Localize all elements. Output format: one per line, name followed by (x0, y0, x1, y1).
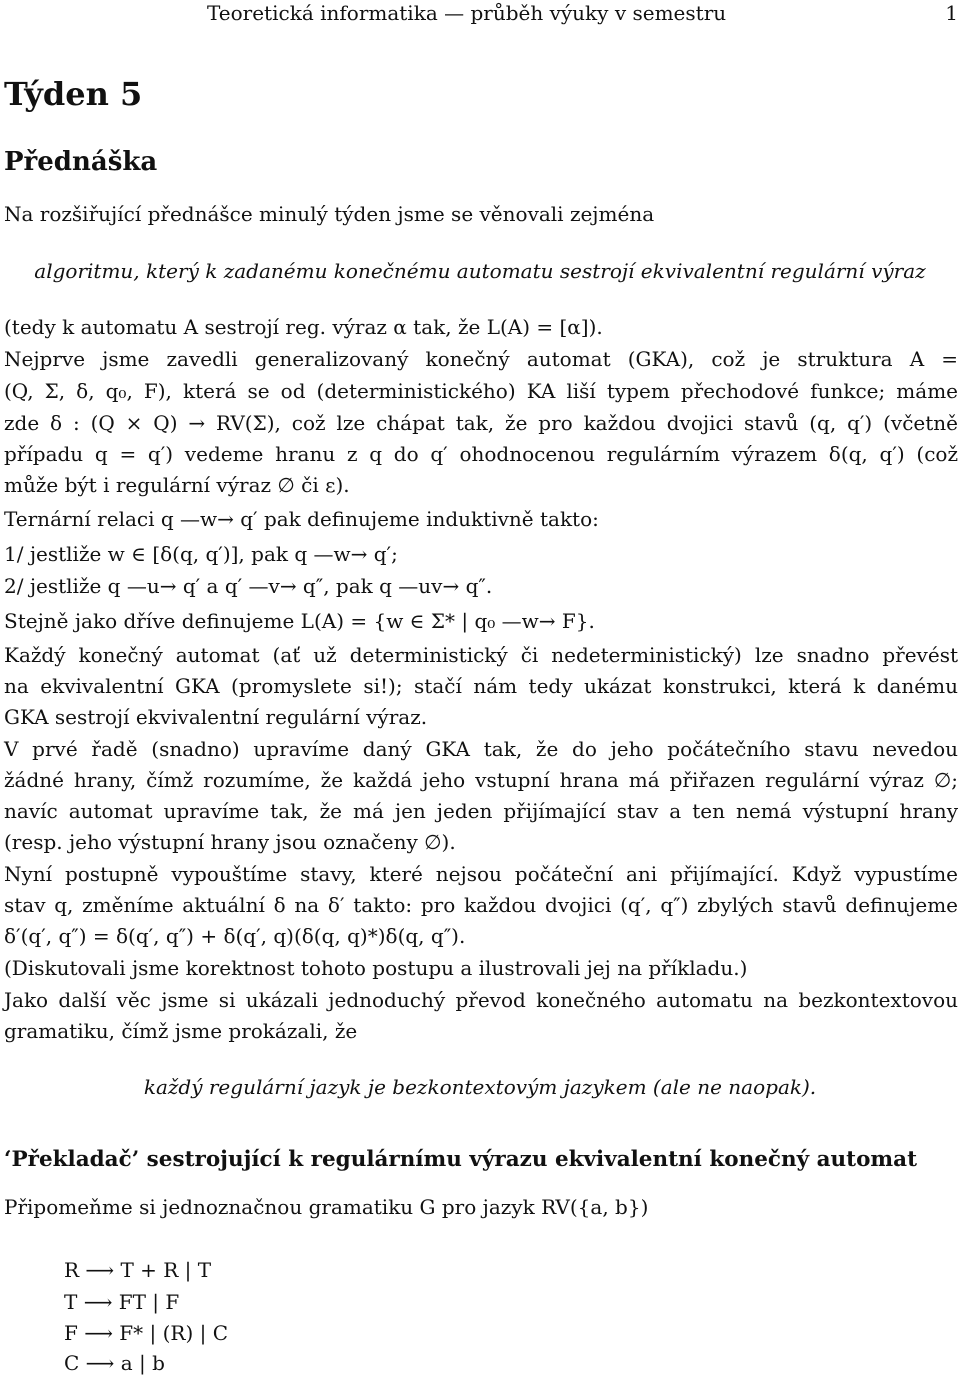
paragraph-line: stav q, změníme aktuální δ na δ′ takto: pro každou dvojici (q′, q″) zbylých stavů definujeme (4, 893, 958, 917)
week-title: Týden 5 (4, 75, 143, 113)
paragraph-line: Jako další věc jsme si ukázali jednoduchý převod konečného automatu na bezkontextovou (4, 988, 958, 1012)
paragraph-line: (Diskutovali jsme korektnost tohoto postupu a ilustrovali jej na příkladu.) (4, 956, 748, 980)
grammar-rule: C ⟶ a | b (64, 1351, 165, 1375)
theorem-statement: každý regulární jazyk je bezkontextovým jazykem (ale ne naopak). (143, 1075, 817, 1099)
grammar-rule: T ⟶ FT | F (64, 1290, 180, 1314)
paragraph-line: Připomeňme si jednoznačnou gramatiku G pro jazyk RV({a, b}) (4, 1195, 649, 1219)
paragraph-line: δ′(q′, q″) = δ(q′, q″) + δ(q′, q)(δ(q, q)*)δ(q, q″). (4, 924, 466, 948)
paragraph-line: Stejně jako dříve definujeme L(A) = {w ∈ Σ* | q₀ —w→ F}. (4, 609, 595, 633)
paragraph-line: 2/ jestliže q —u→ q′ a q′ —v→ q″, pak q —uv→ q″. (4, 574, 493, 598)
running-header: Teoretická informatika — průběh výuky v semestru (207, 1, 727, 25)
paragraph-line: může být i regulární výraz ∅ či ε). (4, 473, 350, 497)
paragraph-line: případu q = q′) vedeme hranu z q do q′ ohodnocenou regulárním výrazem δ(q, q′) (což (4, 442, 958, 466)
paragraph-line: Nyní postupně vypouštíme stavy, které nejsou počáteční ani přijímající. Když vypustíme (4, 862, 958, 886)
paragraph-line: Nejprve jsme zavedli generalizovaný konečný automat (GKA), což je struktura A = (4, 347, 958, 371)
page-number: 1 (945, 1, 958, 25)
subsection-title: ‘Překladač’ sestrojující k regulárnímu výrazu ekvivalentní konečný automat (4, 1147, 918, 1172)
paragraph-line: (Q, Σ, δ, q₀, F), která se od (deterministického) KA liší typem přechodové funkce; máme (4, 379, 958, 403)
grammar-rule: R ⟶ T + R | T (64, 1258, 212, 1282)
paragraph-line: 1/ jestliže w ∈ [δ(q, q′)], pak q —w→ q′; (4, 542, 398, 566)
paragraph-line: na ekvivalentní GKA (promyslete si!); stačí nám tedy ukázat konstrukci, která k danému (4, 674, 958, 698)
paragraph-line: zde δ : (Q × Q) → RV(Σ), což lze chápat tak, že pro každou dvojici stavů (q, q′) (včetně (4, 411, 958, 435)
grammar-rule: F ⟶ F* | (R) | C (64, 1321, 229, 1345)
paragraph-line: (tedy k automatu A sestrojí reg. výraz α tak, že L(A) = [α]). (4, 315, 603, 339)
paragraph-line: gramatiku, čímž jsme prokázali, že (4, 1019, 358, 1043)
paragraph-line: Každý konečný automat (ať už deterministický či nedeterministický) lze snadno převést (4, 643, 958, 667)
paragraph-line: žádné hrany, čímž rozumíme, že každá jeho vstupní hrana má přiřazen regulární výraz ∅; (4, 768, 958, 792)
paragraph-line: V prvé řadě (snadno) upravíme daný GKA tak, že do jeho počátečního stavu nevedou (4, 737, 958, 761)
highlighted-statement: algoritmu, který k zadanému konečnému automatu sestrojí ekvivalentní regulární výraz (34, 259, 926, 283)
paragraph-line: navíc automat upravíme tak, že má jen jeden přijímající stav a ten nemá výstupní hrany (4, 799, 958, 823)
paragraph-line: GKA sestrojí ekvivalentní regulární výraz. (4, 705, 428, 729)
paragraph-line: (resp. jeho výstupní hrany jsou označeny ∅). (4, 830, 456, 854)
section-title: Přednáška (4, 147, 158, 177)
paragraph-line: Ternární relaci q —w→ q′ pak definujeme induktivně takto: (4, 507, 599, 531)
paragraph-line: Na rozšiřující přednášce minulý týden jsme se věnovali zejména (4, 202, 655, 226)
